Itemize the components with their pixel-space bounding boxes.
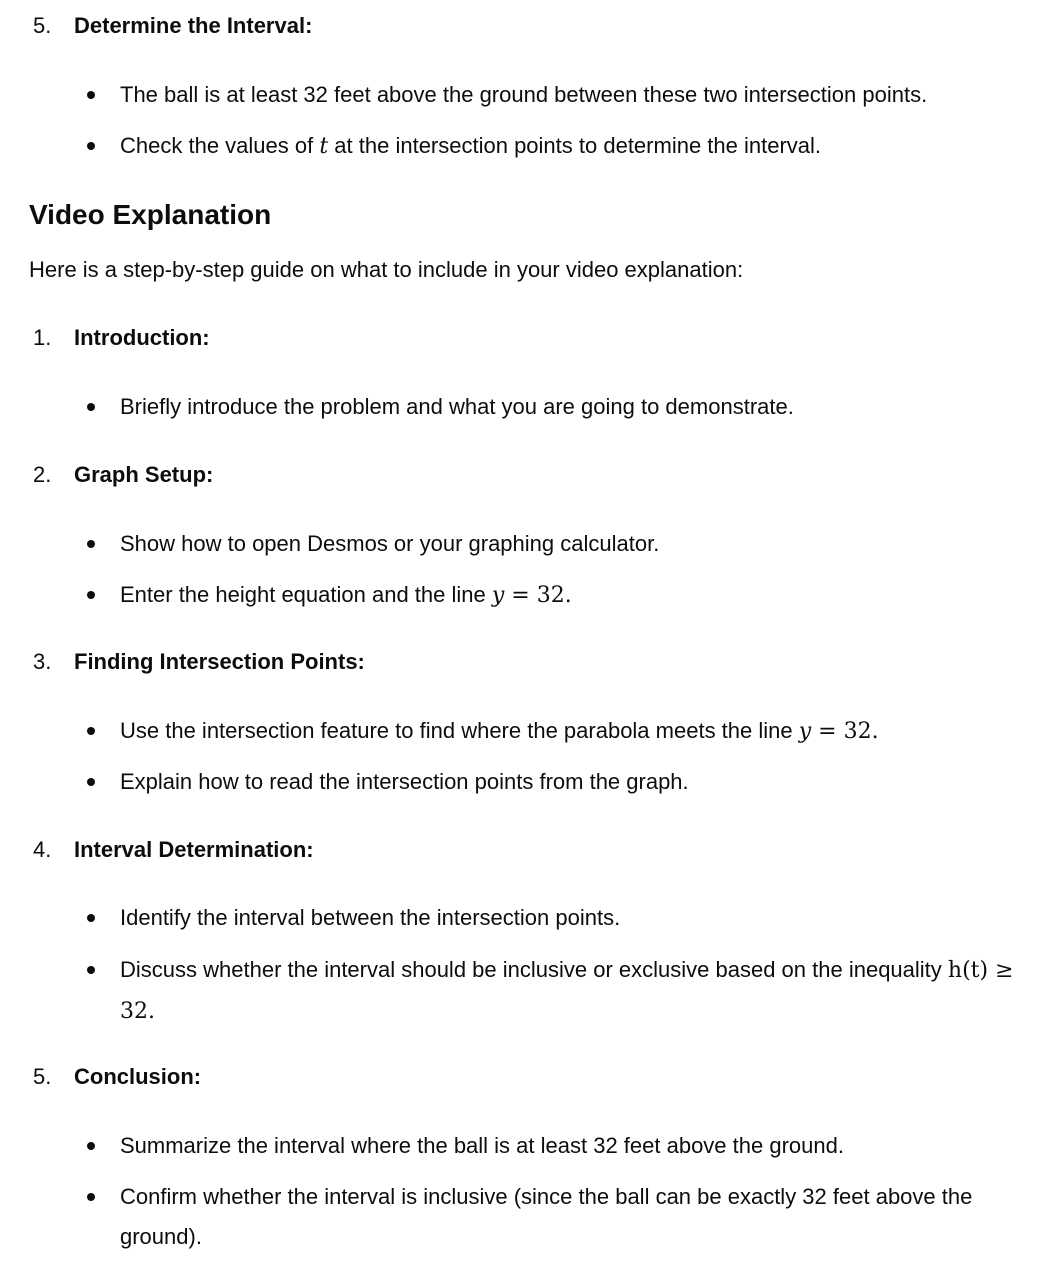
bullet-text: Summarize the interval where the ball is at least 32 feet above the ground. <box>120 1133 844 1158</box>
step-title: Graph Setup: <box>74 462 214 487</box>
bullet-icon <box>87 403 95 411</box>
bullet-icon <box>87 966 95 974</box>
bullet-text: The ball is at least 32 feet above the ground between these two intersection points. <box>120 82 928 107</box>
bullet-icon <box>87 727 95 735</box>
bullet-icon <box>87 1193 95 1201</box>
bullet-text: Identify the interval between the intersection points. <box>120 905 621 930</box>
step-title: Finding Intersection Points: <box>74 649 365 674</box>
intro-paragraph: Here is a step-by-step guide on what to include in your video explanation: <box>29 257 744 282</box>
bullet-icon <box>87 1142 95 1150</box>
bullet-icon <box>87 591 95 599</box>
bullet-icon <box>87 778 95 786</box>
bullet-icon <box>87 91 95 99</box>
bullet-text: Explain how to read the intersection points from the graph. <box>120 769 689 794</box>
list-number: 5. <box>33 13 52 38</box>
list-number: 1. <box>33 325 52 350</box>
bullet-text: Briefly introduce the problem and what you are going to demonstrate. <box>120 394 794 419</box>
step-title: Conclusion: <box>74 1064 202 1089</box>
bullet-text: Enter the height equation and the line y = 32. <box>120 582 572 608</box>
bullet-icon <box>87 540 95 548</box>
bullet-text: Discuss whether the interval should be inclusive or exclusive based on the inequality h(t) ≥ 32. <box>120 957 1014 1024</box>
list-number: 3. <box>33 649 52 674</box>
bullet-text: Use the intersection feature to find where the parabola meets the line y = 32. <box>120 718 879 744</box>
step-title: Introduction: <box>74 325 210 350</box>
bullet-text: Confirm whether the interval is inclusive (since the ball can be exactly 32 feet above the ground). <box>120 1184 973 1249</box>
bullet-icon <box>87 914 95 922</box>
step-title: Interval Determination: <box>74 837 314 862</box>
bullet-text: Check the values of t at the intersection points to determine the interval. <box>120 133 822 159</box>
bullet-icon <box>87 142 95 150</box>
bullet-text: Show how to open Desmos or your graphing calculator. <box>120 531 660 556</box>
step-title: Determine the Interval: <box>74 13 313 38</box>
list-number: 4. <box>33 837 52 862</box>
section-heading: Video Explanation <box>29 199 272 230</box>
list-number: 5. <box>33 1064 52 1089</box>
list-number: 2. <box>33 462 52 487</box>
